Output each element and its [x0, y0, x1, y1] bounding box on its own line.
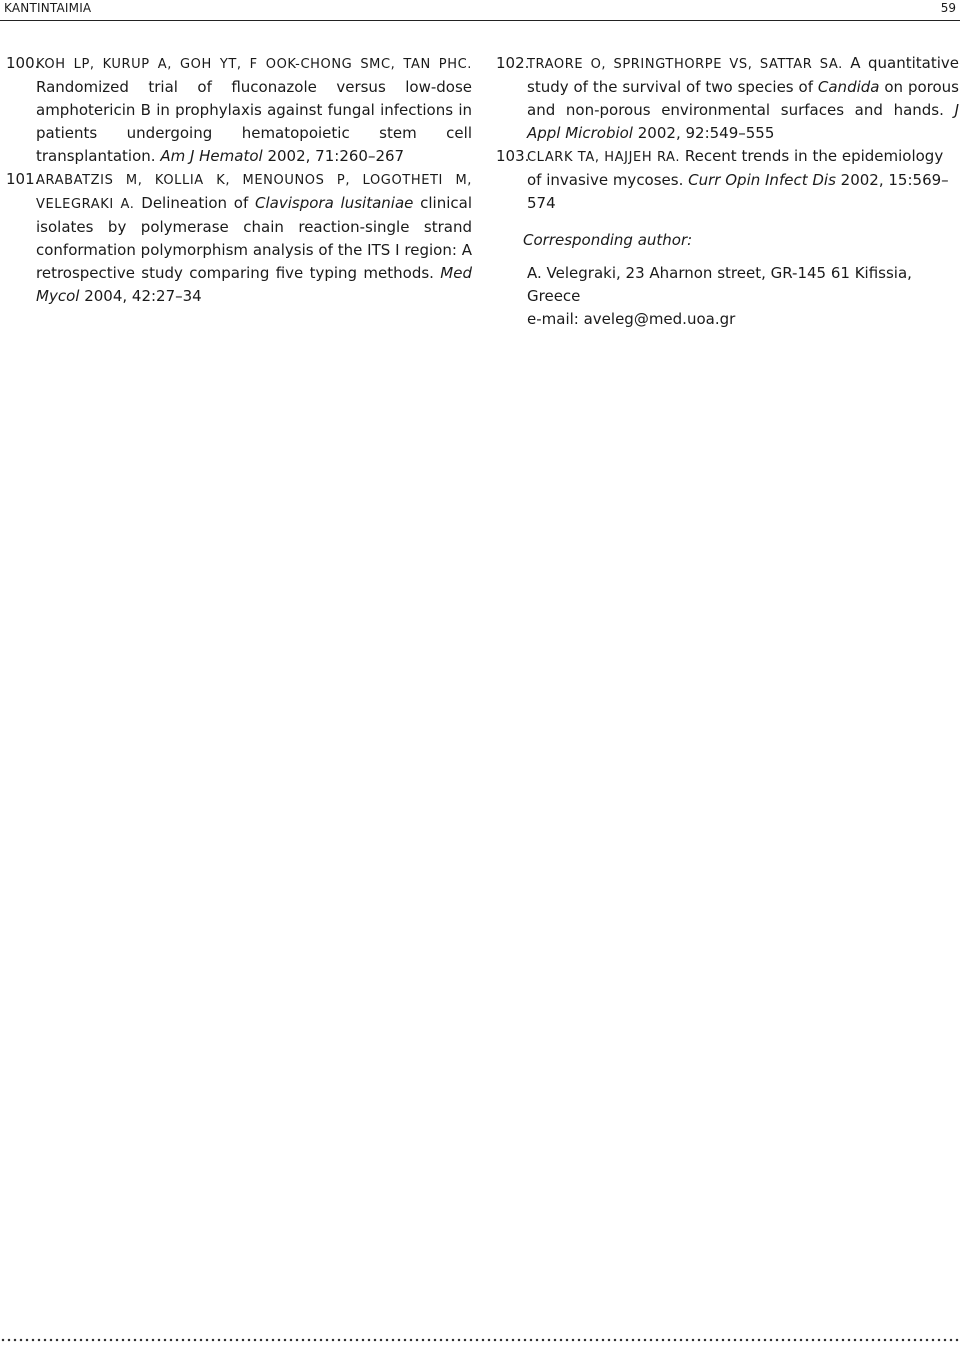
- corresponding-author-label: Corresponding author:: [523, 231, 693, 249]
- reference-number: 101.: [6, 170, 40, 188]
- page-number: 59: [940, 1, 956, 15]
- reference-citation: 2004, 42:27–34: [84, 287, 202, 305]
- reference-103: [496, 145, 959, 215]
- right-column: [496, 52, 959, 331]
- header-rule: [0, 20, 960, 21]
- reference-number: 100.: [6, 54, 40, 72]
- reference-100: [6, 52, 472, 168]
- reference-species: Candida: [817, 78, 880, 96]
- left-column: [6, 52, 472, 308]
- reference-101: [6, 168, 472, 308]
- journal-name: KANTINTAIMIA: [4, 1, 92, 15]
- reference-species: Clavispora lusitaniae: [255, 194, 414, 212]
- reference-number: 103.: [496, 147, 530, 165]
- reference-journal: Am J Hematol: [160, 147, 263, 165]
- reference-title: Randomized trial of fluconazole versus low-dose amphotericin B in prophylaxis against fungal infections in patients undergoing hematopoietic stem cell transplantation.: [36, 78, 472, 165]
- reference-title: Delineation of: [141, 194, 249, 212]
- reference-journal: Curr Opin Infect Dis: [688, 171, 836, 189]
- reference-title: Recent trends in the epidemiology of invasive mycoses.: [527, 147, 944, 189]
- reference-authors: KOH LP, KURUP A, GOH YT, F OOK-CHONG SMC, TAN PHC.: [36, 57, 472, 72]
- reference-citation: 2002, 71:260–267: [267, 147, 405, 165]
- reference-authors: ARABATZIS M, KOLLIA K, MENOUNOS P, LOGOTHETI M, VELEGRAKI A.: [36, 173, 472, 212]
- email-line: e-mail: aveleg@med.uoa.gr: [527, 310, 736, 328]
- reference-citation: 2002, 15:569–574: [527, 171, 949, 212]
- reference-citation: 2002, 92:549–555: [637, 124, 775, 142]
- footer-dotted-rule: [0, 1338, 960, 1342]
- reference-title-cont: on porous and non-porous environmental surfaces and hands.: [527, 78, 959, 119]
- reference-journal: Med Mycol: [36, 264, 472, 305]
- corresponding-author-address: [527, 262, 959, 331]
- reference-number: 102.: [496, 54, 530, 72]
- reference-journal: J Appl Microbiol: [527, 101, 959, 142]
- reference-title: A quantitative study of the survival of two species of: [527, 54, 959, 96]
- reference-102: [496, 52, 959, 145]
- reference-authors: TRAORE O, SPRINGTHORPE VS, SATTAR SA.: [527, 57, 843, 72]
- address-line: A. Velegraki, 23 Aharnon street, GR-145 61 Kifissia, Greece: [527, 264, 912, 305]
- running-header: [0, 0, 960, 22]
- reference-title-cont: clinical isolates by polymerase chain reaction-single strand conformation polymorphism analysis of the ITS I region: A retrospective study comparing five typing methods.: [36, 194, 472, 282]
- reference-authors: CLARK TA, HAJJEH RA.: [527, 150, 681, 165]
